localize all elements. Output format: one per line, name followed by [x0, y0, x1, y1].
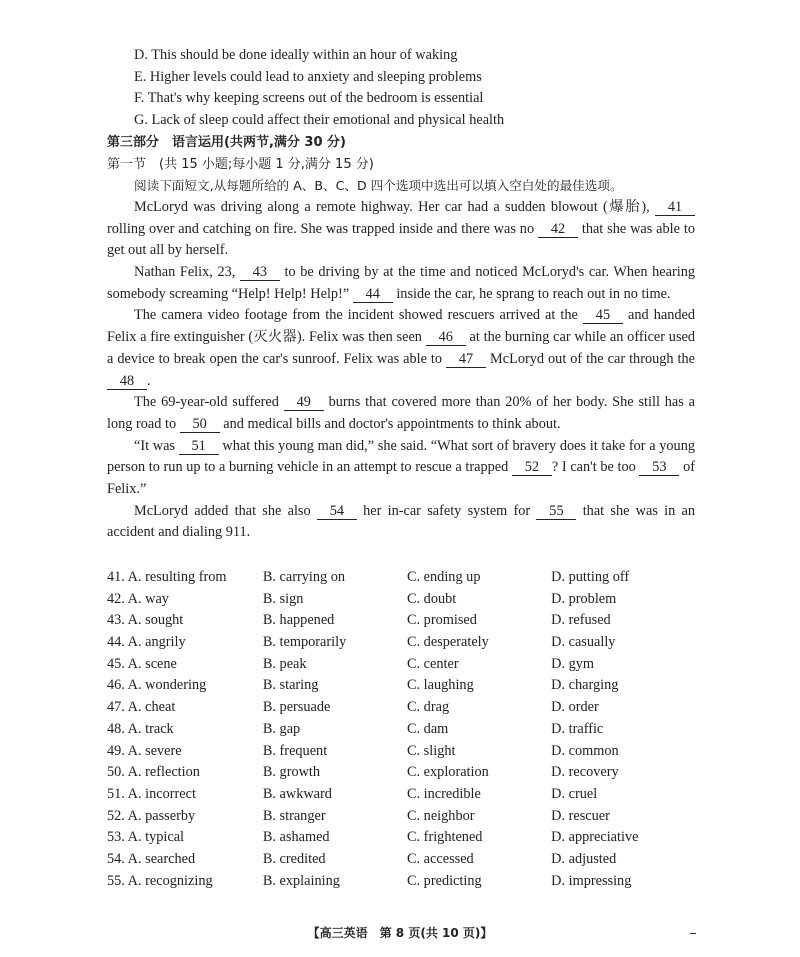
- option-a: 51. A. incorrect: [107, 785, 196, 802]
- subsection-title: 第一节 (共 15 小题;每小题 1 分,满分 15 分): [107, 156, 374, 172]
- option-c: C. ending up: [407, 569, 481, 585]
- option-d: D. impressing: [551, 872, 632, 889]
- passage-text: McLoryd added that she also: [134, 502, 317, 519]
- passage-paragraph: [107, 262, 695, 305]
- passage-text: and handed Felix a fire extinguisher (灭火器). Felix was then seen: [107, 307, 696, 346]
- question-row: [107, 784, 707, 806]
- exam-body: [107, 45, 695, 544]
- option-a: 54. A. searched: [107, 850, 196, 867]
- option-b: B. growth: [262, 764, 321, 781]
- option-c: C. desperately: [407, 634, 489, 651]
- passage-text: at the burning car while an officer used a device to break open the car's sunroof. Felix was able to: [107, 329, 696, 367]
- passage-text: ? I can't be too: [551, 459, 640, 476]
- question-row: [107, 589, 707, 611]
- passage-text: inside the car, he sprang to reach out in no time.: [392, 285, 671, 302]
- passage: [107, 197, 695, 544]
- option-d: D. gym: [551, 655, 595, 672]
- corner-mark: [690, 933, 696, 934]
- option-a: 52. A. passerby: [107, 807, 196, 824]
- option-a: 53. A. typical: [107, 829, 185, 846]
- passage-text: that she was in an accident and dialing 911.: [107, 502, 696, 541]
- question-options: [107, 567, 707, 892]
- option-a: 44. A. angrily: [107, 634, 186, 651]
- question-row: [107, 871, 707, 893]
- option-b: B. peak: [262, 655, 307, 672]
- passage-text: Nathan Felix, 23,: [134, 264, 240, 281]
- option-b: B. temporarily: [262, 634, 347, 651]
- passage-paragraph: [107, 197, 695, 262]
- passage-text: .: [147, 372, 151, 389]
- option-d: D. problem: [551, 590, 617, 607]
- blank-53: 53: [639, 460, 679, 476]
- passage-text: “It was: [134, 437, 179, 454]
- option-d: D. putting off: [551, 569, 630, 585]
- prev-option-g: G. Lack of sleep could affect their emotional and physical health: [134, 112, 505, 129]
- option-a: 43. A. sought: [107, 612, 184, 629]
- blank-48: 48: [107, 374, 147, 390]
- passage-paragraph: [107, 305, 695, 392]
- blank-41: 41: [655, 200, 695, 216]
- blank-52: 52: [512, 460, 552, 476]
- option-a: 41. A. resulting from: [107, 569, 227, 585]
- option-d: D. appreciative: [551, 829, 639, 846]
- prev-option-d: D. This should be done ideally within an hour of waking: [134, 47, 458, 63]
- question-row: [107, 719, 707, 741]
- blank-46: 46: [426, 330, 466, 346]
- option-c: C. doubt: [407, 590, 457, 607]
- option-a: 45. A. scene: [107, 655, 177, 672]
- blank-55: 55: [536, 504, 576, 520]
- option-b: B. frequent: [262, 742, 328, 759]
- question-row: [107, 632, 707, 654]
- option-d: D. order: [551, 699, 599, 716]
- option-a: 48. A. track: [107, 720, 174, 737]
- option-b: B. awkward: [262, 785, 332, 802]
- option-b: B. credited: [262, 850, 326, 867]
- passage-text: to be driving by at the time and noticed McLoryd's car. When hearing somebody screaming “Help! Help! Help!”: [107, 264, 696, 302]
- option-b: B. stranger: [262, 807, 326, 824]
- option-d: D. refused: [551, 612, 611, 629]
- option-b: B. ashamed: [262, 829, 330, 846]
- blank-49: 49: [284, 395, 324, 411]
- passage-text: The 69-year-old suffered: [134, 394, 284, 411]
- passage-text: The camera video footage from the incident showed rescuers arrived at the: [134, 307, 583, 324]
- question-row: [107, 567, 707, 589]
- question-row: [107, 827, 707, 849]
- blank-51: 51: [179, 439, 219, 455]
- option-b: B. sign: [262, 590, 304, 607]
- blank-44: 44: [353, 287, 393, 303]
- option-b: B. gap: [262, 720, 301, 737]
- option-c: C. incredible: [407, 785, 481, 802]
- section-title: 第三部分 语言运用(共两节,满分 30 分): [107, 134, 346, 150]
- option-a: 49. A. severe: [107, 742, 182, 759]
- option-d: D. cruel: [551, 785, 598, 802]
- option-b: B. staring: [262, 677, 319, 694]
- option-a: 42. A. way: [107, 590, 169, 607]
- passage-text: her in-car safety system for: [356, 502, 537, 519]
- option-b: B. explaining: [262, 872, 340, 889]
- blank-45: 45: [583, 308, 623, 324]
- question-row: [107, 675, 707, 697]
- option-c: C. accessed: [407, 850, 474, 867]
- option-d: D. recovery: [551, 764, 619, 781]
- question-row: [107, 610, 707, 632]
- option-d: D. casually: [551, 634, 616, 651]
- passage-text: burns that covered more than 20% of her body. She still has a long road to: [107, 394, 695, 432]
- option-c: C. center: [407, 655, 459, 672]
- option-a: 46. A. wondering: [107, 677, 207, 694]
- passage-paragraph: [107, 436, 695, 501]
- option-b: B. persuade: [262, 699, 331, 716]
- question-row: [107, 806, 707, 828]
- option-c: C. predicting: [407, 872, 482, 889]
- blank-47: 47: [446, 352, 486, 368]
- option-c: C. slight: [407, 742, 456, 759]
- passage-text: and medical bills and doctor's appointments to think about.: [219, 415, 561, 432]
- page-footer: 【高三英语 第 8 页(共 10 页)】: [307, 926, 493, 940]
- passage-text: rolling over and catching on fire. She was trapped inside and there was no: [107, 220, 538, 237]
- instruction: 阅读下面短文,从每题所给的 A、B、C、D 四个选项中选出可以填入空白处的最佳选项。: [134, 178, 623, 194]
- option-c: C. dam: [407, 720, 449, 737]
- question-row: [107, 849, 707, 871]
- option-a: 47. A. cheat: [107, 699, 176, 716]
- question-row: [107, 654, 707, 676]
- blank-50: 50: [180, 417, 220, 433]
- passage-text: McLoryd out of the car through the: [486, 350, 695, 367]
- passage-paragraph: [107, 501, 695, 544]
- option-d: D. rescuer: [551, 807, 610, 824]
- option-b: B. carrying on: [262, 569, 346, 585]
- option-b: B. happened: [262, 612, 335, 629]
- option-c: C. promised: [407, 612, 477, 629]
- option-d: D. adjusted: [551, 850, 617, 867]
- question-row: [107, 741, 707, 763]
- option-c: C. exploration: [407, 764, 489, 781]
- passage-text: McLoryd was driving along a remote highway. Her car had a sudden blowout (爆胎),: [134, 198, 655, 215]
- option-d: D. charging: [551, 677, 619, 694]
- option-c: C. frightened: [407, 829, 483, 846]
- blank-43: 43: [240, 265, 280, 281]
- option-c: C. drag: [407, 699, 450, 716]
- passage-paragraph: [107, 392, 695, 435]
- passage-text: what this young man did,” she said. “What sort of bravery does it take for a young person to run up to a burning vehicle in an attempt to rescue a trapped: [107, 437, 695, 476]
- passage-text: that she was able to get out all by herself.: [107, 220, 695, 259]
- option-d: D. common: [551, 742, 619, 759]
- blank-42: 42: [538, 222, 578, 238]
- option-d: D. traffic: [551, 720, 604, 737]
- question-row: [107, 762, 707, 784]
- prev-option-e: E. Higher levels could lead to anxiety and sleeping problems: [134, 68, 482, 85]
- option-a: 55. A. recognizing: [107, 872, 213, 889]
- option-a: 50. A. reflection: [107, 764, 200, 781]
- passage-text: of Felix.”: [107, 459, 695, 498]
- option-c: C. laughing: [407, 677, 474, 694]
- question-row: [107, 697, 707, 719]
- prev-option-f: F. That's why keeping screens out of the bedroom is essential: [134, 90, 484, 107]
- option-c: C. neighbor: [407, 807, 475, 824]
- blank-54: 54: [317, 504, 357, 520]
